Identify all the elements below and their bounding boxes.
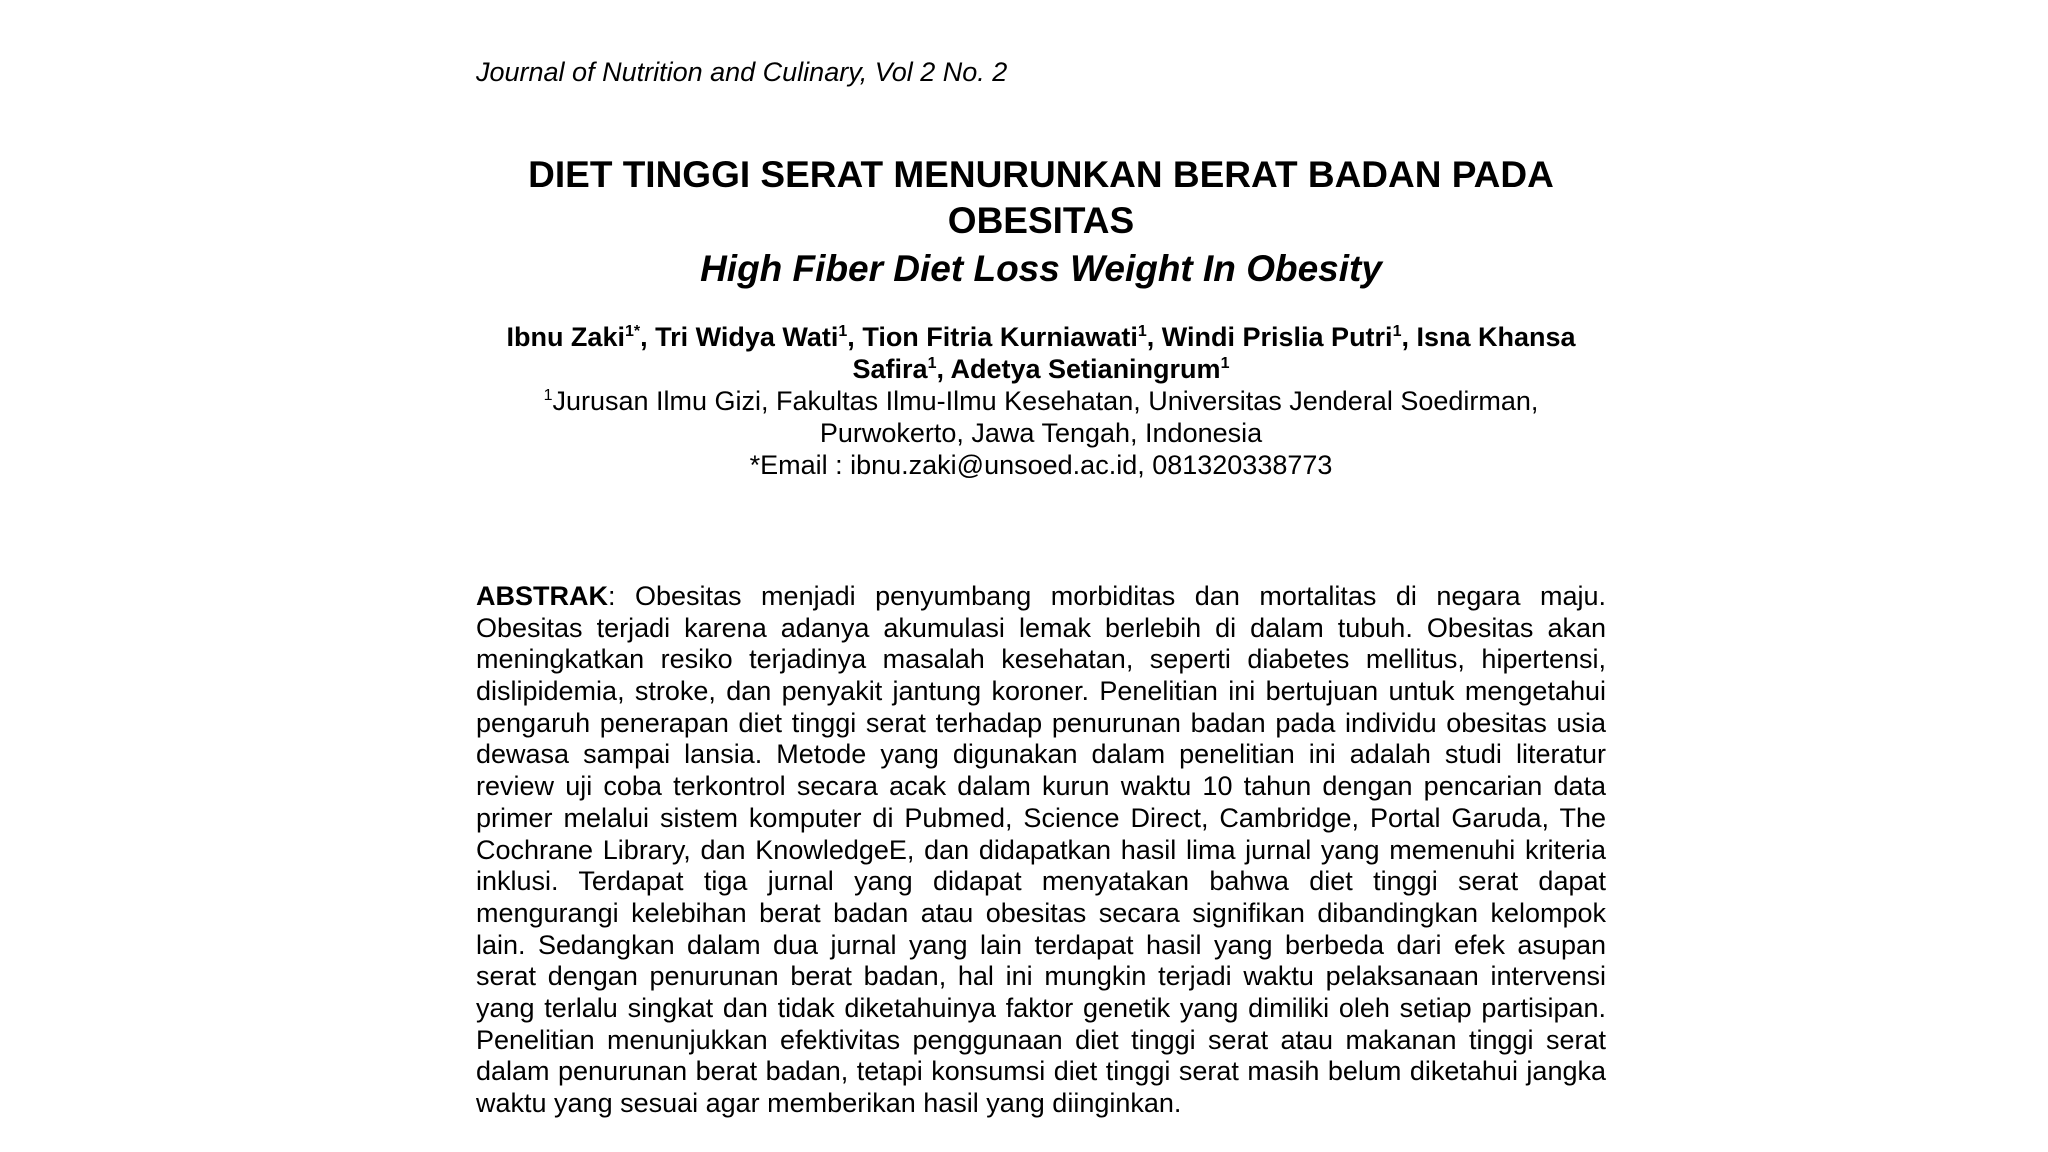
author-name: Ibnu Zaki — [506, 322, 625, 352]
abstract-line: Cochrane Library, dan KnowledgeE, dan didapatkan hasil lima jurnal yang memenuhi kriteria — [476, 834, 1606, 865]
author-separator: , — [1146, 322, 1162, 352]
author-affiliation-mark: 1* — [624, 323, 641, 340]
author-name: Adetya Setianingrum — [950, 354, 1221, 384]
author-name-split: Isna Khansa — [1416, 322, 1576, 352]
paper-title-line-1: DIET TINGGI SERAT MENURUNKAN BERAT BADAN PADA — [528, 154, 1554, 195]
abstract-line — [476, 581, 1606, 613]
abstract-line: serat dengan penurunan berat badan, hal ini mungkin terjadi waktu pelaksanaan intervensi — [476, 961, 1606, 992]
author-affiliation-mark: 1 — [1392, 323, 1402, 340]
affiliation-text: Jurusan Ilmu Gizi, Fakultas Ilmu-Ilmu Kesehatan, Universitas Jenderal Soedirman, — [552, 386, 1539, 416]
title-block — [476, 152, 1606, 294]
paper-title-line-2: OBESITAS — [947, 200, 1135, 241]
abstract-line: primer melalui sistem komputer di Pubmed, Science Direct, Cambridge, Portal Garuda, The — [476, 802, 1606, 833]
abstract-line: review uji coba terkontrol secara acak dalam kurun waktu 10 tahun dengan pencarian data — [476, 771, 1606, 802]
author-list-line-1 — [476, 321, 1606, 353]
abstract-line: pengaruh penerapan diet tinggi serat terhadap penurunan badan pada individu obesitas usia — [476, 707, 1606, 738]
abstract-line: Penelitian menunjukkan efektivitas penggunaan diet tinggi serat atau makanan tinggi serat — [476, 1024, 1606, 1055]
author-affiliation-mark: 1 — [1137, 323, 1147, 340]
author-name: Windi Prislia Putri — [1161, 322, 1393, 352]
paper-page — [476, 0, 1606, 1152]
author-affiliation-mark: 1 — [838, 323, 848, 340]
author-name-split: Safira — [852, 354, 928, 384]
abstract-line: yang terlalu singkat dan tidak diketahuinya faktor genetik yang dimiliki oleh setiap partisipan. — [476, 992, 1606, 1023]
affiliation-line-1 — [476, 385, 1606, 417]
abstract-line: inklusi. Terdapat tiga jurnal yang didapat menyatakan bahwa diet tinggi serat dapat — [476, 866, 1606, 897]
author-separator: , — [1401, 322, 1417, 352]
author-name: Tion Fitria Kurniawati — [862, 322, 1138, 352]
abstract — [476, 581, 1606, 1120]
abstract-line: meningkatkan resiko terjadinya masalah kesehatan, seperti diabetes mellitus, hipertensi, — [476, 644, 1606, 675]
authors-block — [476, 321, 1606, 481]
author-list-line-2 — [476, 353, 1606, 385]
paper-title-english: High Fiber Diet Loss Weight In Obesity — [700, 248, 1382, 289]
abstract-line: waktu yang sesuai agar memberikan hasil yang diinginkan. — [476, 1088, 1182, 1118]
author-separator: , — [640, 322, 656, 352]
abstract-heading: ABSTRAK — [476, 581, 608, 611]
author-separator: , — [936, 354, 951, 384]
affiliation-mark: 1 — [543, 387, 553, 404]
author-affiliation-mark: 1 — [927, 355, 937, 372]
abstract-line: dalam penurunan berat badan, tetapi konsumsi diet tinggi serat masih belum diketahui jangka — [476, 1056, 1606, 1087]
abstract-line: dewasa sampai lansia. Metode yang digunakan dalam penelitian ini adalah studi literatur — [476, 739, 1606, 770]
author-separator: , — [847, 322, 863, 352]
author-name: Tri Widya Wati — [655, 322, 839, 352]
author-affiliation-mark: 1 — [1220, 355, 1230, 372]
abstract-text: : Obesitas menjadi penyumbang morbiditas dan mortalitas di negara maju. — [608, 581, 1606, 611]
abstract-line: Obesitas terjadi karena adanya akumulasi lemak berlebih di dalam tubuh. Obesitas akan — [476, 612, 1606, 643]
journal-header: Journal of Nutrition and Culinary, Vol 2 No. 2 — [476, 57, 1008, 87]
corresponding-email: *Email : ibnu.zaki@unsoed.ac.id, 081320338773 — [749, 450, 1333, 480]
abstract-line: mengurangi kelebihan berat badan atau obesitas secara signifikan dibandingkan kelompok — [476, 897, 1606, 928]
affiliation-line-2: Purwokerto, Jawa Tengah, Indonesia — [819, 418, 1263, 448]
abstract-line: dislipidemia, stroke, dan penyakit jantung koroner. Penelitian ini bertujuan untuk mengetahui — [476, 676, 1606, 707]
abstract-line: lain. Sedangkan dalam dua jurnal yang lain terdapat hasil yang berbeda dari efek asupan — [476, 929, 1606, 960]
